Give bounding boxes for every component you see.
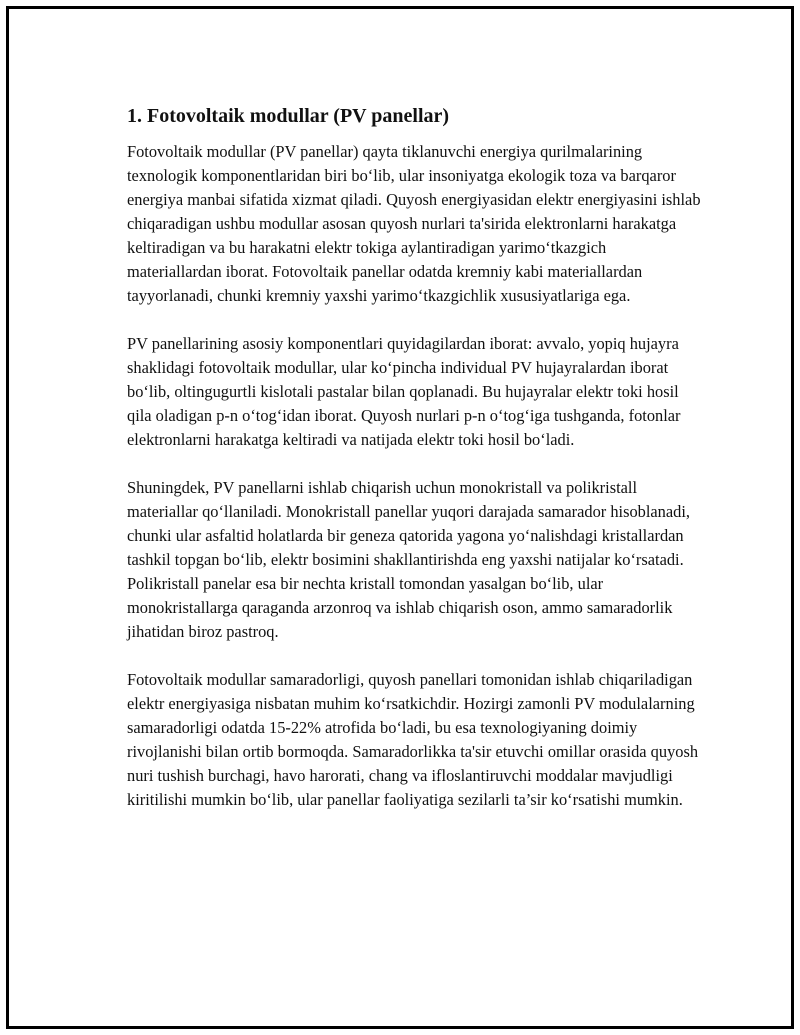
paragraph-1: Fotovoltaik modullar (PV panellar) qayta tiklanuvchi energiya qurilmalarining texnologik komponentlaridan biri bo‘lib, ular insoniyatga ekologik toza va barqaror energiya manbai sifatida xizmat qiladi. Quyosh energiyasidan elektr energiyasini ishlab chiqaradigan ushbu modullar asosan quyosh nurlari ta'sirida elektronlarni harakatga keltiradigan va bu harakatni elektr tokiga aylantiradigan yarimo‘tkazgich materiallardan iborat. Fotovoltaik panellar odatda kremniy kabi materiallardan tayyorlanadi, chunki kremniy yaxshi yarimo‘tkazgichlik xususiyatlariga ega. [127,142,701,305]
section-heading: 1. Fotovoltaik modullar (PV panellar) [127,105,450,127]
paragraph-2: PV panellarining asosiy komponentlari quyidagilardan iborat: avvalo, yopiq hujayra shaklidagi fotovoltaik modullar, ular ko‘pincha individual PV hujayralardan iborat bo‘lib, oltingugurtli kislotali pastalar bilan qoplanadi. Bu hujayralar elektr toki hosil qila oladigan p-n o‘tog‘idan iborat. Quyosh nurlari p-n o‘tog‘iga tushganda, fotonlar elektronlarni harakatga keltiradi va natijada elektr toki hosil bo‘ladi. [127,334,681,449]
paragraph-3: Shuningdek, PV panellarni ishlab chiqarish uchun monokristall va polikristall materiallar qo‘llaniladi. Monokristall panellar yuqori darajada samarador hisoblanadi, chunki ular asfaltid holatlarda bir geneza qatorida yagona yo‘nalishdagi kristallardan tashkil topgan bo‘lib, elektr bosimini shakllantirishda eng yaxshi natijalar ko‘rsatadi. Polikristall panelar esa bir nechta kristall tomondan yasalgan bo‘lib, ular monokristallarga qaraganda arzonroq va ishlab chiqarish oson, ammo samaradorlik jihatidan biroz pastroq. [127,478,691,641]
document-body [127,103,701,836]
page-frame [6,6,794,1029]
paragraph-4: Fotovoltaik modullar samaradorligi, quyosh panellari tomonidan ishlab chiqariladigan elektr energiyasiga nisbatan muhim ko‘rsatkichdir. Hozirgi zamonli PV modulalarning samaradorligi odatda 15-22% atrofida bo‘ladi, bu esa texnologiyaning doimiy rivojlanishi bilan ortib bormoqda. Samaradorlikka ta'sir etuvchi omillar orasida quyosh nuri tushish burchagi, havo harorati, chang va ifloslantiruvchi moddalar mavjudligi kiritilishi mumkin bo‘lib, ular panellar faoliyatiga sezilarli ta’sir ko‘rsatishi mumkin. [127,670,699,809]
